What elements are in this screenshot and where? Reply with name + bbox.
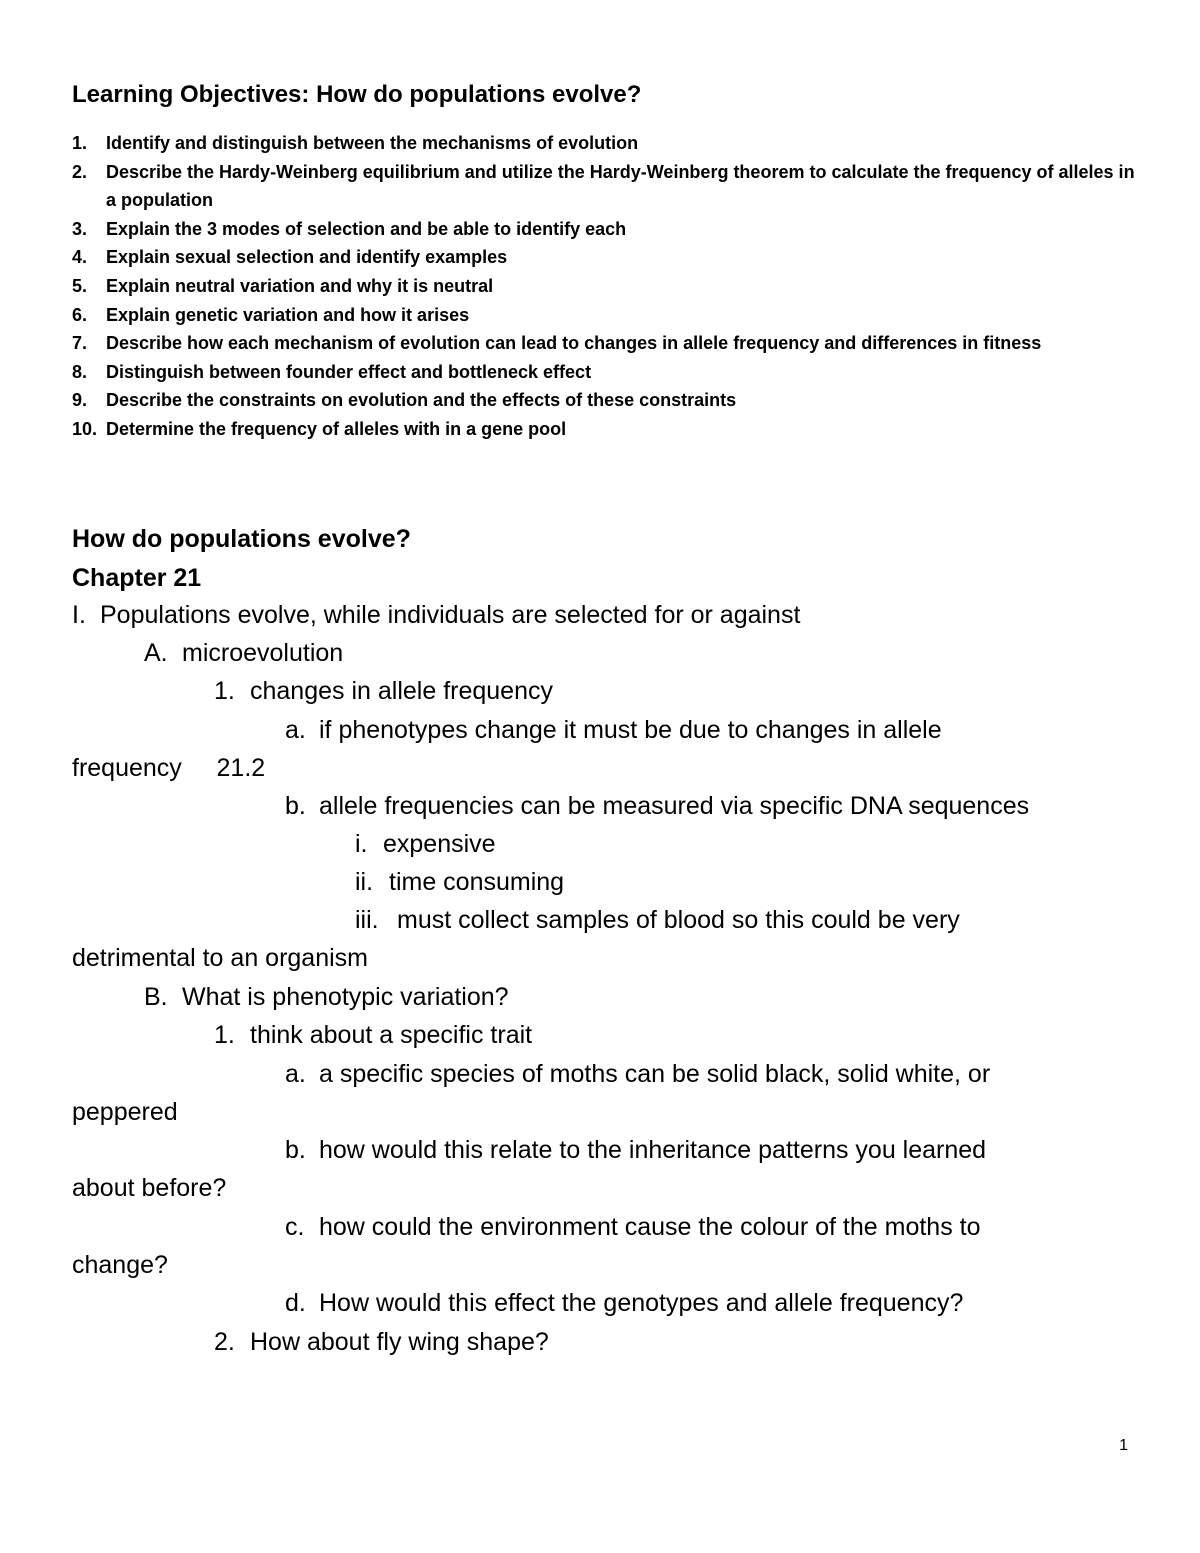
objective-item xyxy=(72,386,1142,415)
objective-number: 4. xyxy=(72,247,88,268)
outline-marker: b. xyxy=(285,1136,306,1164)
outline-heading: How do populations evolve? xyxy=(72,525,411,553)
outline-text: think about a specific trait xyxy=(250,1021,533,1049)
objective-item xyxy=(72,358,1142,387)
outline-text: Populations evolve, while individuals are selected for or against xyxy=(100,601,801,629)
outline-line-continuation xyxy=(72,941,368,975)
outline-text: peppered xyxy=(72,1098,178,1126)
objective-item xyxy=(72,158,1142,215)
outline-line xyxy=(214,1325,549,1359)
objective-text: Distinguish between founder effect and bottleneck effect xyxy=(106,361,592,382)
outline-line xyxy=(355,865,564,899)
outline-line xyxy=(285,1210,981,1244)
outline-line xyxy=(144,980,509,1014)
objective-item xyxy=(72,329,1142,358)
outline-text: about before? xyxy=(72,1174,227,1202)
objective-number: 10. xyxy=(72,418,98,439)
outline-line xyxy=(285,1286,963,1320)
outline-text: allele frequencies can be measured via specific DNA sequences xyxy=(319,792,1030,820)
outline-marker: a. xyxy=(285,1060,306,1088)
outline-line-continuation xyxy=(72,1248,168,1282)
outline-text: How would this effect the genotypes and allele frequency? xyxy=(319,1289,964,1317)
objective-item xyxy=(72,243,1142,272)
objective-text: Explain sexual selection and identify examples xyxy=(106,247,508,268)
outline-marker: c. xyxy=(285,1213,305,1241)
outline-text: must collect samples of blood so this could be very xyxy=(397,906,960,934)
outline-text: how would this relate to the inheritance patterns you learned xyxy=(319,1136,987,1164)
outline-text: detrimental to an organism xyxy=(72,944,368,972)
outline-marker: 1. xyxy=(214,1021,235,1049)
outline-text: time consuming xyxy=(389,868,565,896)
outline-text: a specific species of moths can be solid black, solid white, or xyxy=(319,1060,991,1088)
objective-item xyxy=(72,129,1142,158)
outline-text: how could the environment cause the colour of the moths to xyxy=(319,1213,981,1241)
outline-text: microevolution xyxy=(182,639,344,667)
objective-item xyxy=(72,415,1142,444)
outline-text: What is phenotypic variation? xyxy=(182,983,509,1011)
objective-number: 5. xyxy=(72,275,88,296)
objective-item xyxy=(72,272,1142,301)
outline-line xyxy=(285,1057,990,1091)
objective-item xyxy=(72,301,1142,330)
outline-line-continuation xyxy=(72,1171,226,1205)
objective-number: 1. xyxy=(72,133,88,153)
objective-number: 3. xyxy=(72,218,88,239)
objective-text: Describe the Hardy-Weinberg equilibrium and utilize the Hardy-Weinberg theorem to calculate the frequency of alleles in a population xyxy=(106,161,1135,211)
page-number: 1 xyxy=(1119,1437,1128,1454)
outline-text: How about fly wing shape? xyxy=(250,1328,549,1356)
objective-item xyxy=(72,215,1142,244)
outline-line-continuation xyxy=(72,751,265,785)
objective-text: Explain genetic variation and how it arises xyxy=(106,304,470,325)
outline-line xyxy=(214,674,553,708)
outline-line xyxy=(285,1133,986,1167)
outline-text: change? xyxy=(72,1251,168,1279)
objective-text: Describe how each mechanism of evolution can lead to changes in allele frequency and differences in fitness xyxy=(106,333,1042,354)
outline-text: frequency 21.2 xyxy=(72,754,266,782)
objective-number: 8. xyxy=(72,361,88,382)
objective-number: 7. xyxy=(72,333,88,354)
outline-line xyxy=(72,598,800,632)
outline-marker: B. xyxy=(144,983,168,1011)
outline-marker: i. xyxy=(355,830,368,858)
outline-line-continuation xyxy=(72,1095,178,1129)
objectives-heading: Learning Objectives: How do populations evolve? xyxy=(72,81,642,108)
objective-text: Explain neutral variation and why it is neutral xyxy=(106,275,494,296)
outline-line xyxy=(144,636,343,670)
outline-line xyxy=(214,1018,532,1052)
objective-number: 2. xyxy=(72,161,88,182)
objectives-list xyxy=(72,129,1142,444)
outline-marker: d. xyxy=(285,1289,306,1317)
objective-text: Determine the frequency of alleles with in a gene pool xyxy=(106,418,567,439)
outline-marker: iii. xyxy=(355,906,379,934)
objective-number: 6. xyxy=(72,304,88,325)
outline-line xyxy=(355,827,496,861)
outline-marker: b. xyxy=(285,792,306,820)
outline-marker: I. xyxy=(72,601,86,629)
outline-text: if phenotypes change it must be due to changes in allele xyxy=(319,716,942,744)
outline-line xyxy=(285,789,1029,823)
objective-text: Describe the constraints on evolution and the effects of these constraints xyxy=(106,390,737,411)
outline-marker: 1. xyxy=(214,677,235,705)
outline-line xyxy=(285,713,942,747)
objective-number: 9. xyxy=(72,390,88,411)
outline-marker: a. xyxy=(285,716,306,744)
outline-line xyxy=(355,903,960,937)
outline-text: expensive xyxy=(383,830,496,858)
objective-text: Identify and distinguish between the mechanisms of evolution xyxy=(106,133,639,153)
outline-text: changes in allele frequency xyxy=(250,677,553,705)
objective-text: Explain the 3 modes of selection and be able to identify each xyxy=(106,218,627,239)
chapter-heading: Chapter 21 xyxy=(72,564,202,592)
outline-marker: A. xyxy=(144,639,168,667)
outline-marker: 2. xyxy=(214,1328,235,1356)
outline-marker: ii. xyxy=(355,868,374,896)
